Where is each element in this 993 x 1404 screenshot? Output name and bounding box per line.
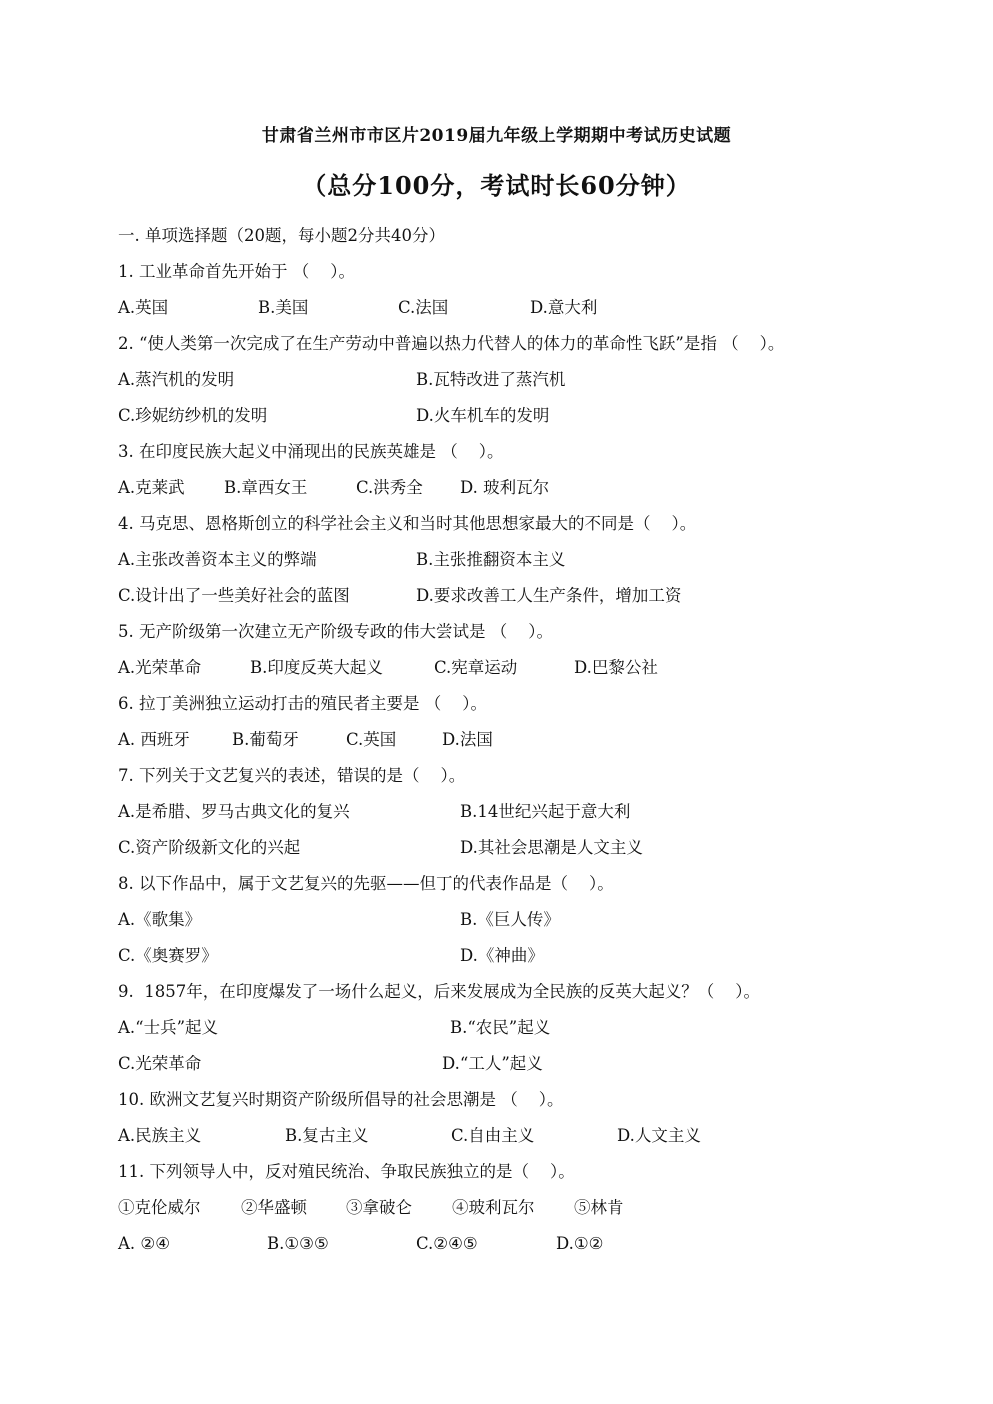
question-5-option-b: B.印度反英大起义 [250,658,383,677]
question-4-stem: 4. 马克思、恩格斯创立的科学社会主义和当时其他思想家最大的不同是（ ）。 [118,514,697,533]
question-10-stem: 10. 欧洲文艺复兴时期资产阶级所倡导的社会思潮是 （ ）。 [118,1090,564,1109]
document-title: 甘肃省兰州市市区片2019届九年级上学期期中考试历史试题 [261,126,732,146]
section-heading: 一. 单项选择题（20题，每小题2分共40分） [118,226,445,245]
question-11-option-b: B.①③⑤ [267,1234,329,1253]
question-4-option-b: B.主张推翻资本主义 [416,550,566,569]
question-1-option-a: A.英国 [118,298,169,317]
question-5-option-c: C.宪章运动 [434,658,518,677]
question-2-option-c: C.珍妮纺纱机的发明 [118,406,268,425]
question-10-option-b: B.复古主义 [285,1126,369,1145]
question-5-option-d: D.巴黎公社 [574,658,658,677]
question-11-item-2: ②华盛顿 [241,1198,307,1217]
question-3-option-c: C.洪秀全 [356,478,423,497]
question-1-stem: 1. 工业革命首先开始于 （ ）。 [118,262,355,281]
question-8-option-c: C.《奥赛罗》 [118,946,218,965]
question-2-option-a: A.蒸汽机的发明 [118,370,235,389]
question-5-option-a: A.光荣革命 [118,658,202,677]
question-6-stem: 6. 拉丁美洲独立运动打击的殖民者主要是 （ ）。 [118,694,487,713]
question-7-option-d: D.其社会思潮是人文主义 [460,838,643,857]
question-9-stem: 9. 1857年，在印度爆发了一场什么起义，后来发展成为全民族的反英大起义？（ ）。 [118,982,760,1001]
question-4-option-d: D.要求改善工人生产条件，增加工资 [416,586,682,605]
question-1-option-d: D.意大利 [530,298,598,317]
question-6-option-c: C.英国 [346,730,397,749]
question-8-option-d: D.《神曲》 [460,946,544,965]
question-3-stem: 3. 在印度民族大起义中涌现出的民族英雄是 （ ）。 [118,442,504,461]
question-2-option-d: D.火车机车的发明 [416,406,550,425]
question-6-option-d: D.法国 [442,730,493,749]
question-10-option-d: D.人文主义 [617,1126,701,1145]
question-5-stem: 5. 无产阶级第一次建立无产阶级专政的伟大尝试是 （ ）。 [118,622,553,641]
question-10-option-a: A.民族主义 [118,1126,202,1145]
question-7-option-b: B.14世纪兴起于意大利 [460,802,631,821]
question-11-item-4: ④玻利瓦尔 [452,1198,535,1217]
question-3-option-d: D. 玻利瓦尔 [460,478,550,497]
question-9-option-c: C.光荣革命 [118,1054,202,1073]
question-11-option-d: D.①② [556,1234,604,1253]
question-2-stem: 2. “使人类第一次完成了在生产劳动中普遍以热力代替人的体力的革命性飞跃”是指 （ ）。 [118,334,785,353]
question-11-item-5: ⑤林肯 [574,1198,624,1217]
question-7-stem: 7. 下列关于文艺复兴的表述，错误的是（ ）。 [118,766,466,785]
question-9-option-b: B.“农民”起义 [450,1018,551,1037]
document-subtitle: （总分100分，考试时长60分钟） [302,171,691,200]
question-3-option-b: B.章西女王 [224,478,308,497]
question-8-stem: 8. 以下作品中，属于文艺复兴的先驱——但丁的代表作品是（ ）。 [118,874,614,893]
question-6-option-b: B.葡萄牙 [232,730,299,749]
question-11-option-a: A. ②④ [118,1234,170,1253]
question-4-option-a: A.主张改善资本主义的弊端 [118,550,317,569]
question-1-option-c: C.法国 [398,298,449,317]
question-8-option-b: B.《巨人传》 [460,910,560,929]
question-11-item-3: ③拿破仑 [346,1198,412,1217]
question-9-option-d: D.“工人”起义 [442,1054,543,1073]
question-10-option-c: C.自由主义 [451,1126,535,1145]
question-7-option-a: A.是希腊、罗马古典文化的复兴 [118,802,350,821]
question-8-option-a: A.《歌集》 [118,910,202,929]
question-3-option-a: A.克莱武 [118,478,185,497]
question-1-option-b: B.美国 [258,298,309,317]
question-2-option-b: B.瓦特改进了蒸汽机 [416,370,566,389]
question-4-option-c: C.设计出了一些美好社会的蓝图 [118,586,350,605]
question-6-option-a: A. 西班牙 [118,730,190,749]
question-11-item-1: ①克伦威尔 [118,1198,201,1217]
question-11-stem: 11. 下列领导人中，反对殖民统治、争取民族独立的是（ ）。 [118,1162,575,1181]
question-9-option-a: A.“士兵”起义 [118,1018,219,1037]
question-7-option-c: C.资产阶级新文化的兴起 [118,838,301,857]
question-11-option-c: C.②④⑤ [416,1234,478,1253]
